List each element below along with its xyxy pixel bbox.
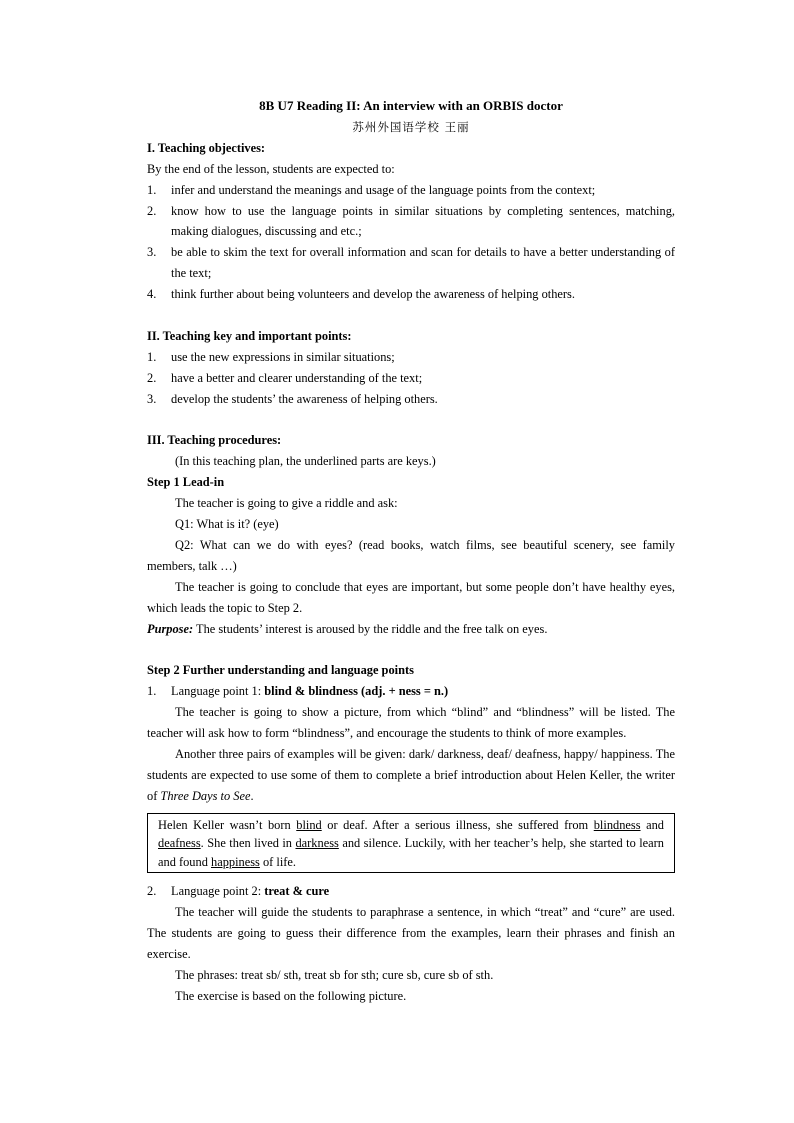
helen-keller-box: Helen Keller wasn’t born blind or deaf. After a serious illness, she suffered from blindness and deafness. She then lived in darkness and silence. Luckily, with her teacher’s help, she started to learn and found happiness of life.: [147, 813, 675, 874]
objectives-intro: By the end of the lesson, students are expected to:: [147, 161, 395, 176]
lp2-exercise-note: The exercise is based on the following picture.: [175, 988, 407, 1003]
step1-question-2: Q2: What can we do with eyes? (read books, watch films, see beautiful scenery, see family members, talk …): [147, 538, 675, 573]
procedures-note: (In this teaching plan, the underlined parts are keys.): [175, 454, 436, 469]
lp2-paragraph-1: The teacher will guide the students to paraphrase a sentence, in which “treat” and “cure” are used. The students are going to guess their difference from the examples, learn their phrases and finish an exercise.: [147, 905, 675, 961]
list-item: 4. think further about being volunteers and develop the awareness of helping others.: [147, 287, 575, 302]
document-title: 8B U7 Reading II: An interview with an ORBIS doctor: [259, 98, 563, 113]
step1-purpose: [147, 619, 675, 640]
book-title: Three Days to See: [160, 788, 251, 803]
step1-paragraph: The teacher is going to give a riddle and ask:: [175, 496, 398, 511]
list-item: 3. be able to skim the text for overall information and scan for details to have a better understanding of the text;: [147, 245, 675, 281]
list-item: 3. develop the students’ the awareness of helping others.: [147, 391, 438, 406]
list-item: 2. have a better and clearer understanding of the text;: [147, 370, 423, 385]
section-heading-procedures: III. Teaching procedures:: [147, 433, 282, 448]
list-item: 1. use the new expressions in similar situations;: [147, 349, 395, 364]
document-page: [147, 96, 675, 1007]
author-line: 苏州外国语学校 王丽: [352, 119, 470, 134]
step1-conclusion: The teacher is going to conclude that eyes are important, but some people don’t have healthy eyes, which leads the topic to Step 2.: [147, 579, 675, 615]
key-points-list: [147, 347, 675, 410]
purpose-label: Purpose:: [147, 621, 194, 636]
step2-heading: Step 2 Further understanding and language points: [147, 663, 414, 678]
purpose-text: The students’ interest is aroused by the riddle and the free talk on eyes.: [193, 621, 548, 636]
section-heading-key-points: II. Teaching key and important points:: [147, 328, 352, 343]
objectives-list: [147, 180, 675, 305]
lp1-paragraph-2: Another three pairs of examples will be given: dark/ darkness, deaf/ deafness, happy/ happiness. The students are expected to use some of them to complete a brief introduction about Helen Keller, the writer of Three Days to See.: [147, 747, 675, 803]
step1-heading: Step 1 Lead-in: [147, 475, 225, 490]
list-item: 2. know how to use the language points in similar situations by completing sentences, matching, making dialogues, discussing and etc.;: [147, 203, 675, 239]
lp1-paragraph-1: The teacher is going to show a picture, from which “blind” and “blindness” will be listed. The teacher will ask how to form “blindness”, and encourage the students to think of more examples.: [147, 705, 675, 741]
language-point-1: [147, 681, 675, 702]
list-item: 1. infer and understand the meanings and usage of the language points from the context;: [147, 182, 596, 197]
language-point-2: [147, 881, 675, 902]
step1-question-1: Q1: What is it? (eye): [175, 517, 279, 532]
list-item: 1. Language point 1: blind & blindness (adj. + ness = n.): [147, 684, 449, 699]
section-heading-objectives: I. Teaching objectives:: [147, 140, 266, 155]
lp2-phrases: The phrases: treat sb/ sth, treat sb for sth; cure sb, cure sb of sth.: [175, 967, 494, 982]
list-item: 2. Language point 2: treat & cure: [147, 884, 330, 899]
